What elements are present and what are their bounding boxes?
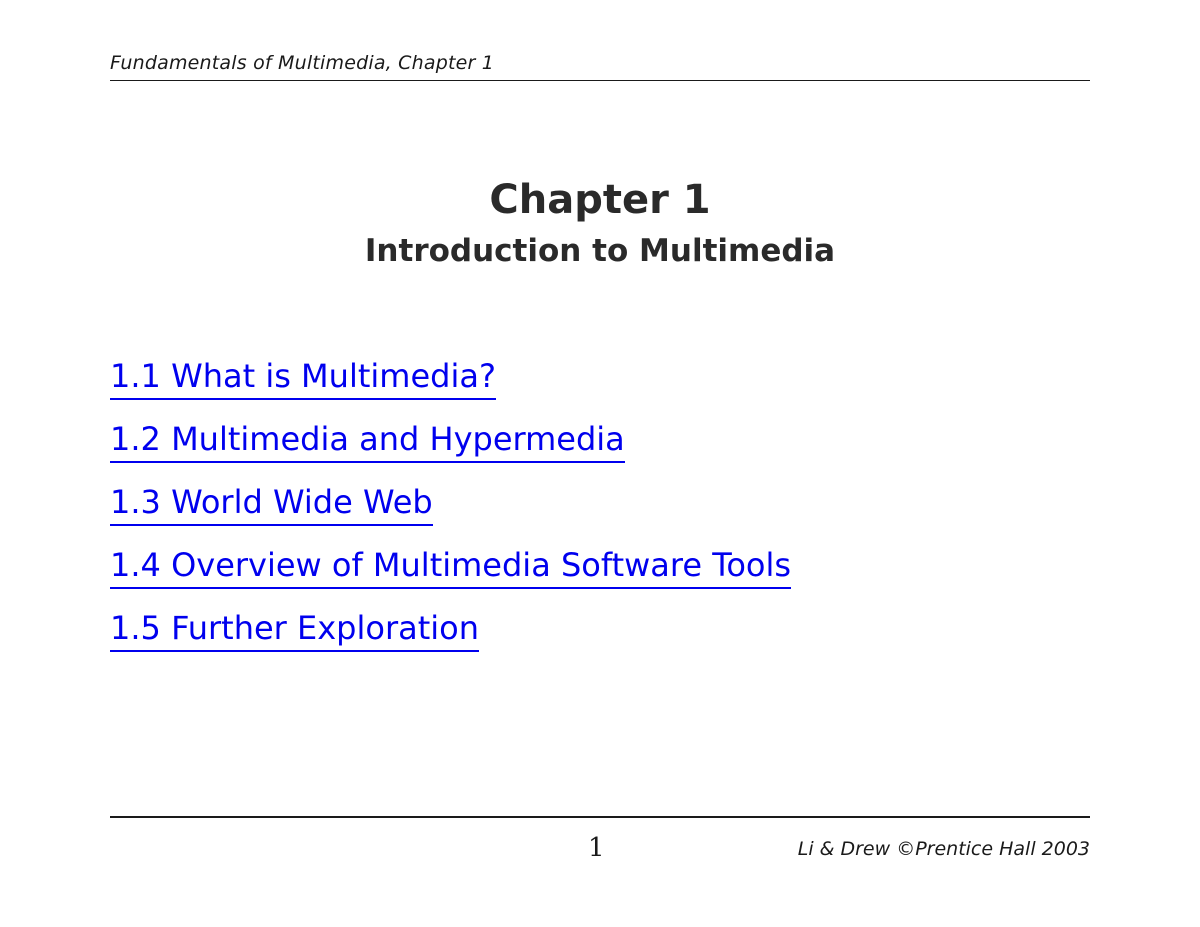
toc-link-1-1[interactable]: 1.1 What is Multimedia? bbox=[110, 358, 496, 400]
toc-item bbox=[110, 358, 791, 421]
toc-link-1-3[interactable]: 1.3 World Wide Web bbox=[110, 484, 433, 526]
toc-link-1-2[interactable]: 1.2 Multimedia and Hypermedia bbox=[110, 421, 625, 463]
table-of-contents bbox=[110, 358, 791, 673]
chapter-subtitle: Introduction to Multimedia bbox=[364, 233, 836, 269]
copyright-notice: Li & Drew ©Prentice Hall 2003 bbox=[797, 838, 1090, 860]
running-header: Fundamentals of Multimedia, Chapter 1 bbox=[110, 52, 495, 74]
toc-item bbox=[110, 484, 791, 547]
page-number: 1 bbox=[588, 833, 605, 863]
footer-divider bbox=[110, 816, 1090, 818]
toc-item bbox=[110, 610, 791, 673]
chapter-title: Chapter 1 bbox=[489, 177, 711, 223]
toc-link-1-4[interactable]: 1.4 Overview of Multimedia Software Tools bbox=[110, 547, 791, 589]
toc-item bbox=[110, 421, 791, 484]
toc-item bbox=[110, 547, 791, 610]
toc-link-1-5[interactable]: 1.5 Further Exploration bbox=[110, 610, 479, 652]
header-divider bbox=[110, 80, 1090, 81]
